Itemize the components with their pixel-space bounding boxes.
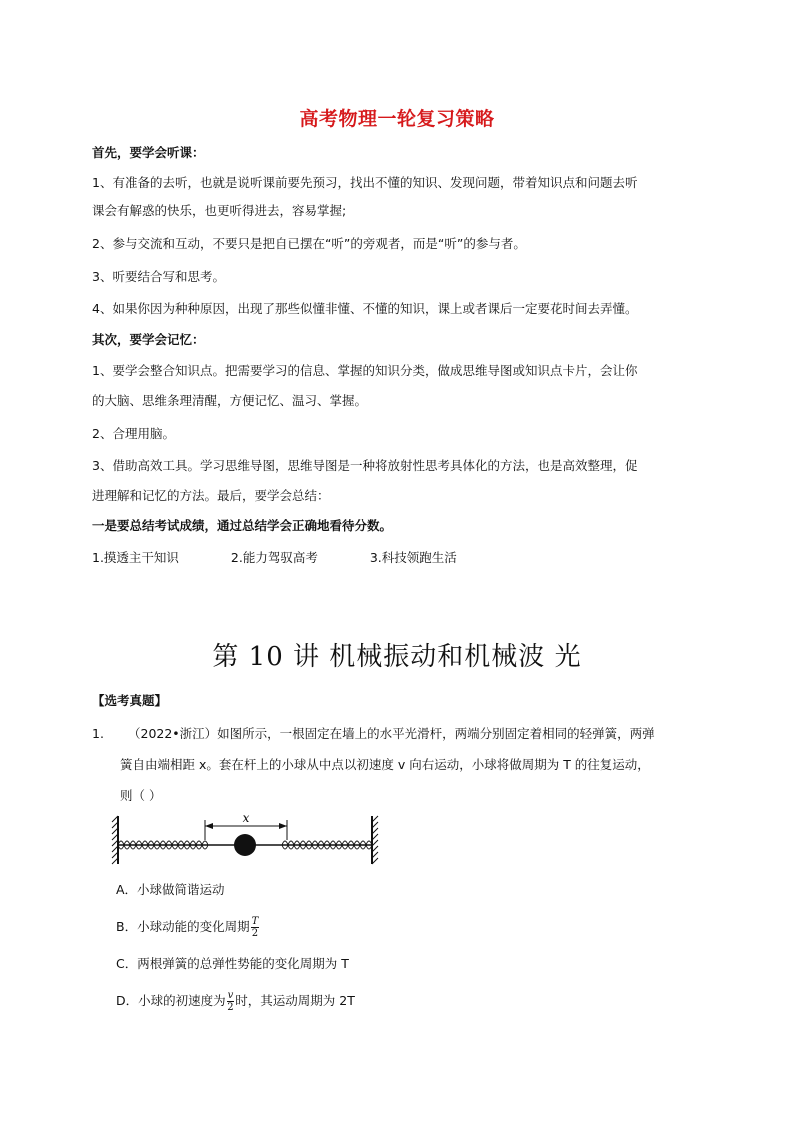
section2-line: 2、合理用脑。 bbox=[92, 426, 175, 441]
lecture-title: 第 10 讲 机械振动和机械波 光 bbox=[212, 642, 582, 672]
question-number: 1. bbox=[92, 726, 104, 741]
section1-line: 2、参与交流和互动，不要只是把自已摆在“听”的旁观者，而是“听”的参与者。 bbox=[92, 236, 526, 251]
summary-point: 3.科技领跑生活 bbox=[369, 550, 457, 565]
arrow-head-left bbox=[205, 823, 213, 829]
section2-heading: 其次，要学会记忆： bbox=[92, 332, 205, 347]
summary-point: 2.能力驾驭高考 bbox=[230, 550, 318, 565]
option-c: C．两根弹簧的总弹性势能的变化周期为 T bbox=[116, 956, 349, 971]
summary-points bbox=[92, 548, 505, 568]
section1-line: 课会有解惑的快乐，也更听得进去，容易掌握; bbox=[92, 203, 347, 218]
spring-rod-figure bbox=[110, 810, 380, 870]
option-a: A．小球做简谐运动 bbox=[116, 882, 225, 897]
section2-line: 3、借助高效工具。学习思维导图，思维导图是一种将放射性思考具体化的方法，也是高效整理，促 bbox=[92, 458, 638, 473]
option-b bbox=[116, 916, 260, 939]
option-d-fraction: $\frac{v}{2}$ bbox=[227, 990, 234, 1013]
section1-heading: 首先，要学会听课： bbox=[92, 145, 205, 160]
summary-bold: 一是要总结考试成绩，通过总结学会正确地看待分数。 bbox=[92, 518, 393, 533]
ball bbox=[234, 834, 256, 856]
section1-line: 1、有准备的去听，也就是说听课前要先预习，找出不懂的知识、发现问题，带着知识点和问题去听 bbox=[92, 175, 638, 190]
question-line: （2022•浙江）如图所示，一根固定在墙上的水平光滑杆，两端分别固定着相同的轻弹簧，两弹 bbox=[128, 726, 655, 741]
arrow-head-right bbox=[279, 823, 287, 829]
section1-line: 3、听要结合写和思考。 bbox=[92, 269, 225, 284]
distance-label: x bbox=[242, 811, 250, 825]
option-d-text-end: 时，其运动周期为 2T bbox=[235, 993, 355, 1008]
section2-line: 的大脑、思维条理清醒，方便记忆、温习、掌握。 bbox=[92, 393, 368, 408]
section2-line: 1、要学会整合知识点。把需要学习的信息、掌握的知识分类，做成思维导图或知识点卡片，会让你 bbox=[92, 363, 638, 378]
question-line: 簧自由端相距 x。套在杆上的小球从中点以初速度 v 向右运动，小球将做周期为 T 的往复运动， bbox=[120, 757, 650, 772]
summary-point: 1.摸透主干知识 bbox=[92, 550, 179, 565]
section2-line: 进理解和记忆的方法。最后，要学会总结： bbox=[92, 488, 330, 503]
option-b-fraction: $\frac{T}{2}$ bbox=[251, 916, 259, 939]
option-d-text: D．小球的初速度为 bbox=[116, 993, 226, 1008]
option-b-text: B．小球动能的变化周期 bbox=[116, 919, 250, 934]
option-d bbox=[116, 990, 355, 1013]
section1-line: 4、如果你因为种种原因，出现了那些似懂非懂、不懂的知识，课上或者课后一定要花时间去弄懂。 bbox=[92, 301, 638, 316]
question-line: 则（ ） bbox=[120, 788, 162, 803]
doc-title: 高考物理一轮复习策略 bbox=[299, 108, 495, 130]
exam-tag: 【选考真题】 bbox=[92, 693, 168, 708]
